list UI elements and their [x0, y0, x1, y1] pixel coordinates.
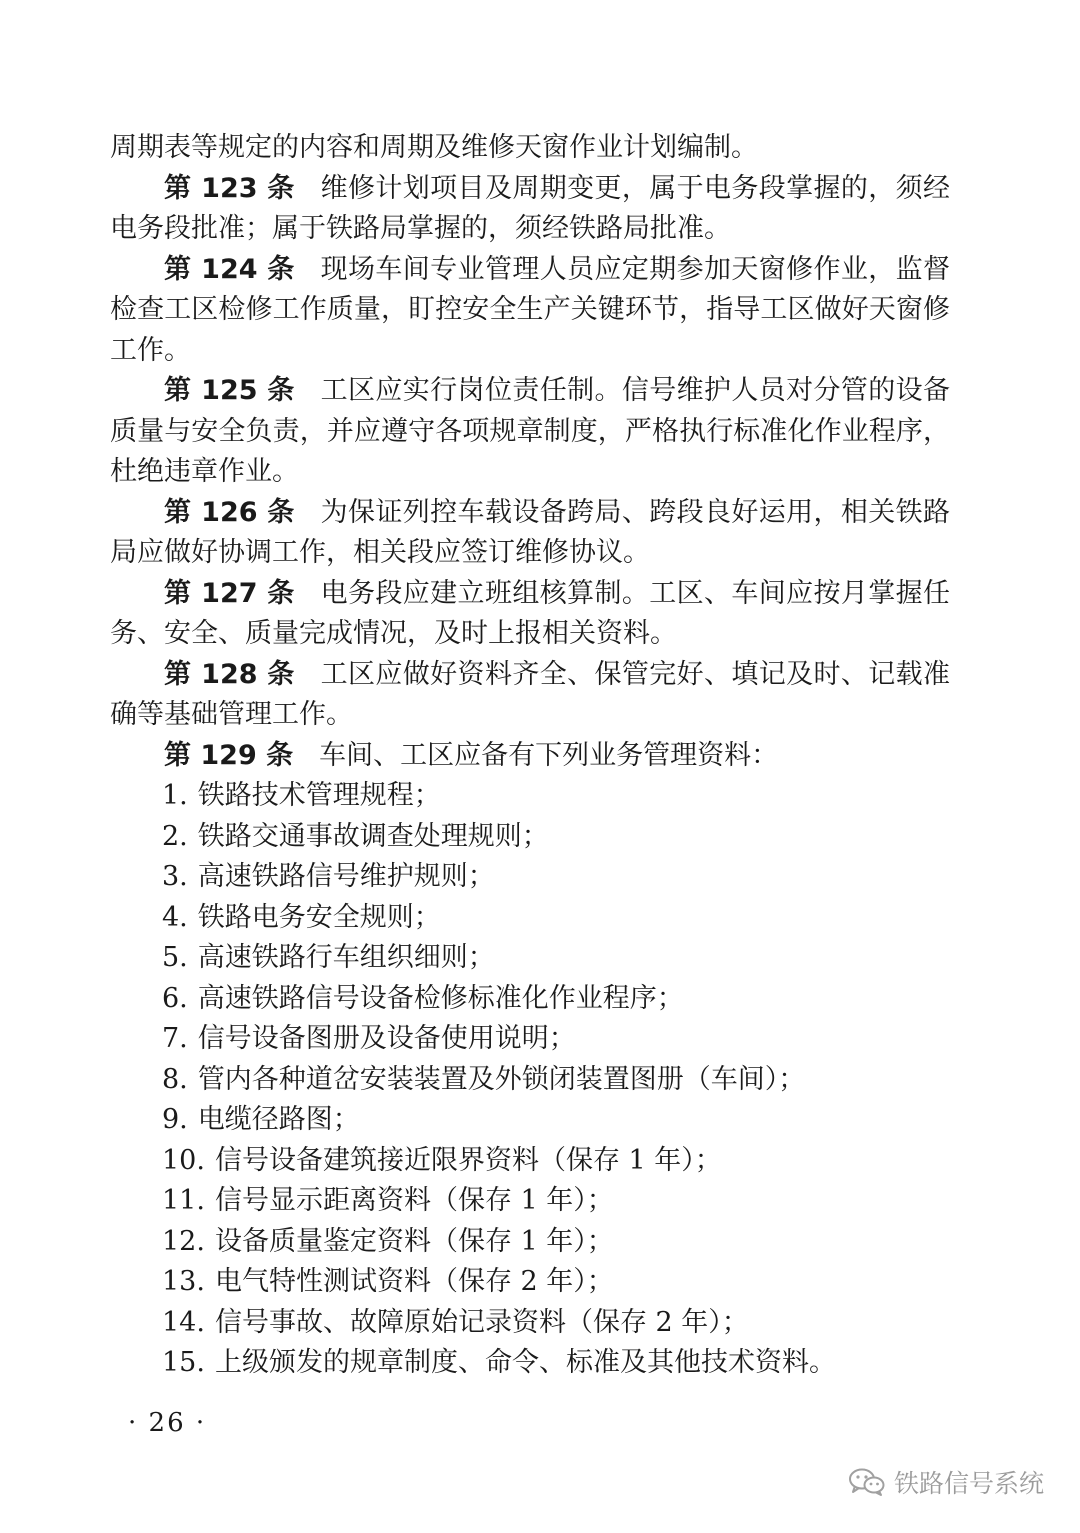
list-item — [110, 1060, 950, 1101]
list-item — [110, 1222, 950, 1263]
watermark — [848, 1464, 1044, 1500]
article-text: 工区应做好资料齐全、保管完好、填记及时、记载准确等基础管理工作。 — [110, 658, 950, 730]
list-item-number: 14. — [162, 1306, 205, 1338]
list-item-number: 10. — [162, 1144, 205, 1176]
article-text: 电务段应建立班组核算制。工区、车间应按月掌握任务、安全、质量完成情况，及时上报相关资料。 — [110, 577, 950, 649]
article-text: 为保证列控车载设备跨局、跨段良好运用，相关铁路局应做好协调工作，相关段应签订维修协议。 — [110, 496, 950, 568]
list-item-text: 信号显示距离资料（保存 1 年）； — [214, 1185, 614, 1216]
list-item — [110, 979, 950, 1020]
list-item-number: 9. — [162, 1104, 188, 1135]
article-text: 维修计划项目及周期变更，属于电务段掌握的，须经电务段批准；属于铁路局掌握的，须经铁路局批准。 — [110, 172, 950, 244]
list-item-number: 12. — [162, 1225, 205, 1257]
list-item-text: 高速铁路行车组织细则； — [197, 942, 495, 973]
article-number: 第 124 条 — [164, 253, 295, 285]
list-item-text: 上级颁发的规章制度、命令、标准及其他技术资料。 — [214, 1347, 836, 1378]
article-124 — [110, 250, 950, 372]
intro-line: 周期表等规定的内容和周期及维修天窗作业计划编制。 — [110, 132, 758, 163]
list-item — [110, 898, 950, 939]
list-item — [110, 817, 950, 858]
article-number: 第 125 条 — [164, 375, 295, 406]
list-item — [110, 776, 950, 817]
article-125 — [110, 371, 950, 493]
list-item-text: 管内各种道岔安装装置及外锁闭装置图册（车间）； — [197, 1063, 806, 1095]
article-123 — [110, 169, 950, 250]
list-item-number: 4. — [162, 901, 188, 933]
article-number: 第 128 条 — [164, 658, 295, 690]
list-item — [110, 857, 950, 898]
list-item — [110, 1303, 950, 1344]
watermark-text: 铁路信号系统 — [893, 1469, 1044, 1498]
page-number: · 26 · — [128, 1408, 207, 1438]
article-text: 现场车间专业管理人员应定期参加天窗修作业，监督检查工区检修工作质量，盯控安全生产关键环节，指导工区做好天窗修工作。 — [110, 253, 950, 366]
list-item-number: 11. — [162, 1185, 205, 1216]
list-item — [110, 1181, 950, 1222]
document-body — [110, 128, 950, 1384]
article-129 — [110, 736, 950, 777]
materials-list — [110, 776, 950, 1384]
list-item-text: 信号设备图册及设备使用说明； — [197, 1023, 576, 1054]
list-item-text: 铁路电务安全规则； — [197, 901, 441, 933]
article-128 — [110, 655, 950, 736]
list-item-text: 信号事故、故障原始记录资料（保存 2 年）； — [214, 1306, 749, 1338]
article-number: 第 127 条 — [164, 577, 295, 609]
list-item-number: 1. — [162, 780, 188, 811]
list-item-text: 电气特性测试资料（保存 2 年）； — [214, 1266, 614, 1297]
list-item-text: 设备质量鉴定资料（保存 1 年）； — [214, 1225, 614, 1257]
list-item-number: 3. — [162, 861, 188, 892]
list-item — [110, 938, 950, 979]
list-item-number: 15. — [162, 1347, 205, 1378]
list-item-text: 高速铁路信号设备检修标准化作业程序； — [197, 982, 684, 1014]
list-item-number: 7. — [162, 1023, 188, 1054]
article-text: 工区应实行岗位责任制。信号维护人员对分管的设备质量与安全负责，并应遵守各项规章制度，严格执行标准化作业程序，杜绝违章作业。 — [110, 375, 950, 487]
list-item-number: 8. — [162, 1063, 188, 1095]
article-text: 车间、工区应备有下列业务管理资料： — [319, 739, 779, 771]
article-number: 第 123 条 — [164, 172, 295, 204]
wechat-icon — [848, 1467, 886, 1497]
list-item — [110, 1343, 950, 1384]
list-item-number: 2. — [162, 820, 188, 852]
list-item — [110, 1100, 950, 1141]
list-item — [110, 1141, 950, 1182]
list-item-text: 铁路交通事故调查处理规则； — [197, 820, 549, 852]
list-item-number: 6. — [162, 982, 188, 1014]
list-item-text: 信号设备建筑接近限界资料（保存 1 年）； — [214, 1144, 722, 1176]
list-item-text: 高速铁路信号维护规则； — [197, 861, 495, 892]
article-126 — [110, 493, 950, 574]
list-item — [110, 1019, 950, 1060]
article-number: 第 129 条 — [164, 739, 294, 771]
article-127 — [110, 574, 950, 655]
list-item — [110, 1262, 950, 1303]
list-item-text: 铁路技术管理规程； — [197, 780, 441, 811]
list-item-number: 13. — [162, 1266, 205, 1297]
article-number: 第 126 条 — [164, 496, 295, 528]
list-item-text: 电缆径路图； — [197, 1104, 360, 1135]
list-item-number: 5. — [162, 942, 188, 973]
